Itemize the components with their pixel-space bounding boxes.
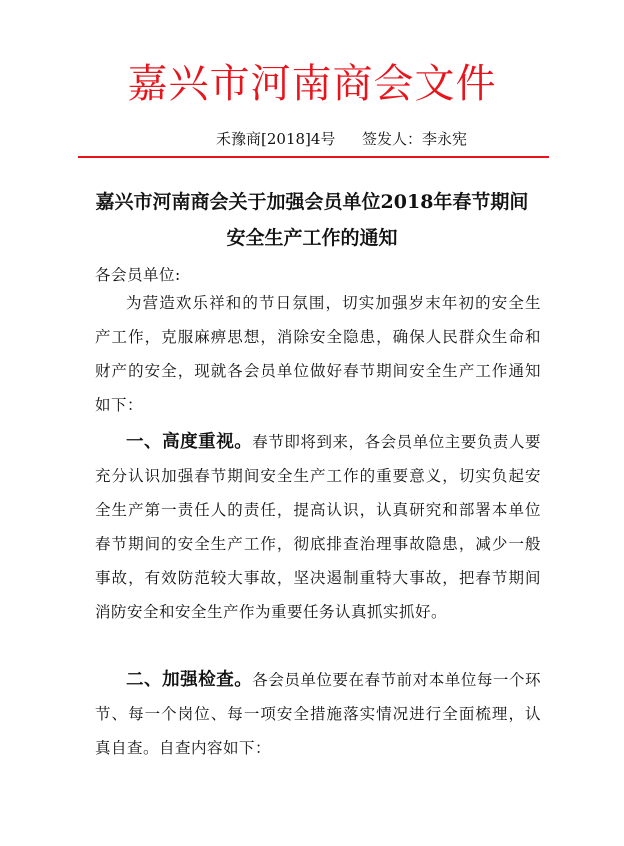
red-divider-line — [78, 156, 549, 158]
section-2-paragraph — [95, 663, 541, 765]
notice-title — [0, 184, 624, 256]
section-1-heading: 一、高度重视。 — [126, 432, 253, 452]
signer: 签发人：李永宪 — [362, 130, 468, 148]
section-2-block — [95, 663, 541, 765]
section-1-paragraph — [95, 425, 541, 629]
intro-paragraph: 为营造欢乐祥和的节日氛围，切实加强岁末年初的安全生产工作，克服麻痹思想，消除安全隐患，确保人民群众生命和财产的安全，现就各会员单位做好春节期间安全生产工作通知如下： — [95, 294, 541, 414]
salutation: 各会员单位: — [95, 266, 181, 284]
notice-title-line-1: 嘉兴市河南商会关于加强会员单位2018年春节期间 — [95, 191, 529, 213]
section-2-text: 各会员单位要在春节前对本单位每一个环节、每一个岗位、每一项安全措施落实情况进行全面梳理，认真自查。自查内容如下： — [95, 671, 541, 757]
intro-block — [95, 286, 541, 422]
document-meta — [0, 127, 624, 151]
section-1-text: 春节即将到来，各会员单位主要负责人要充分认识加强春节期间安全生产工作的重要意义，切实负起安全生产第一责任人的责任，提高认识，认真研究和部署本单位春节期间的安全生产工作，彻底排查治理事故隐患，减少一般事故，有效防范较大事故，坚决遏制重特大事故，把春节期间消防安全和安全生产作为重要任务认真抓实抓好。 — [95, 433, 541, 621]
section-2-heading: 二、加强检查。 — [126, 670, 253, 690]
document-number: 禾豫商[2018]4号 — [216, 130, 336, 148]
section-1-block — [95, 425, 541, 629]
document-header-title: 嘉兴市河南商会文件 — [127, 61, 497, 107]
notice-title-line-2: 安全生产工作的通知 — [226, 227, 398, 249]
